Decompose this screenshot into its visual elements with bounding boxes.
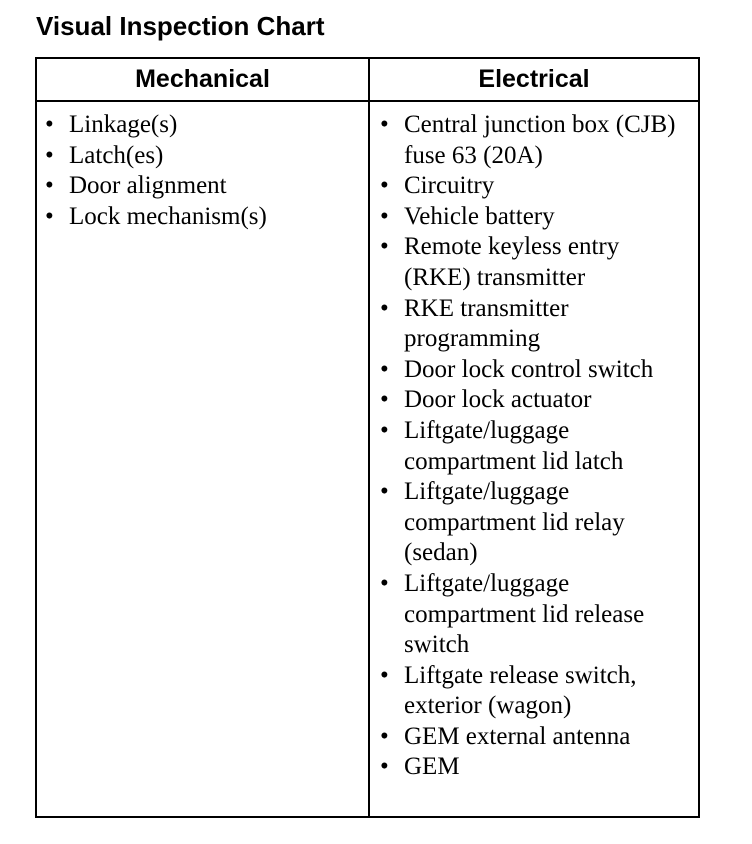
header-divider <box>37 100 698 102</box>
list-item-text: GEM external antenna <box>404 722 631 750</box>
list-item <box>380 661 690 722</box>
list-item <box>380 569 690 661</box>
bullet-icon: • <box>380 478 389 506</box>
bullet-icon: • <box>45 141 54 169</box>
list-item-text: Door alignment <box>69 172 227 200</box>
column-divider <box>368 59 370 816</box>
list-item-text: Lock mechanism(s) <box>69 202 267 230</box>
list-item-text: Door lock actuator <box>404 386 592 414</box>
list-item-text: Liftgate/luggage compartment lid latch <box>404 416 624 475</box>
list-item <box>380 202 690 233</box>
list-item <box>45 202 360 233</box>
list-item <box>380 232 690 293</box>
list-item <box>380 416 690 477</box>
bullet-icon: • <box>380 722 389 750</box>
bullet-icon: • <box>45 111 54 138</box>
inspection-table <box>35 57 700 818</box>
list-item <box>380 171 690 202</box>
list-item-text: Linkage(s) <box>69 111 178 138</box>
bullet-icon: • <box>45 172 54 200</box>
list-item <box>380 752 690 783</box>
bullet-icon: • <box>380 202 389 230</box>
list-item-text: Central junction box (CJB) fuse 63 (20A) <box>404 111 676 169</box>
list-item-text: Liftgate/luggage compartment lid relay (sedan) <box>404 478 625 567</box>
list-item-text: Liftgate/luggage compartment lid release switch <box>404 569 645 659</box>
bullet-icon: • <box>380 661 389 689</box>
bullet-icon: • <box>380 111 389 138</box>
list-item-text: Latch(es) <box>69 141 164 169</box>
bullet-icon: • <box>380 386 389 414</box>
page-title: Visual Inspection Chart <box>36 11 325 41</box>
list-item-text: Door lock control switch <box>404 355 654 383</box>
list-item-text: Liftgate release switch, exterior (wagon) <box>404 661 637 720</box>
list-item <box>380 722 690 753</box>
mechanical-column-header: Mechanical <box>135 65 270 93</box>
bullet-icon: • <box>380 355 389 383</box>
list-item <box>380 477 690 569</box>
bullet-icon: • <box>380 569 389 597</box>
mechanical-list <box>45 110 360 232</box>
list-item <box>45 141 360 172</box>
list-item-text: Circuitry <box>404 172 495 200</box>
list-item-text: Remote keyless entry (RKE) transmitter <box>404 233 620 291</box>
list-item-text: Vehicle battery <box>404 202 555 230</box>
bullet-icon: • <box>380 294 389 322</box>
list-item <box>380 110 690 171</box>
electrical-column-header: Electrical <box>478 65 590 93</box>
list-item <box>380 355 690 386</box>
bullet-icon: • <box>380 753 389 781</box>
list-item-text: GEM <box>404 753 460 781</box>
list-item <box>45 171 360 202</box>
list-item <box>45 110 360 141</box>
list-item <box>380 385 690 416</box>
electrical-list <box>380 110 690 783</box>
bullet-icon: • <box>380 416 389 444</box>
bullet-icon: • <box>380 172 389 200</box>
list-item-text: RKE transmitter programming <box>404 294 569 353</box>
list-item <box>380 294 690 355</box>
bullet-icon: • <box>45 202 54 230</box>
bullet-icon: • <box>380 233 389 261</box>
